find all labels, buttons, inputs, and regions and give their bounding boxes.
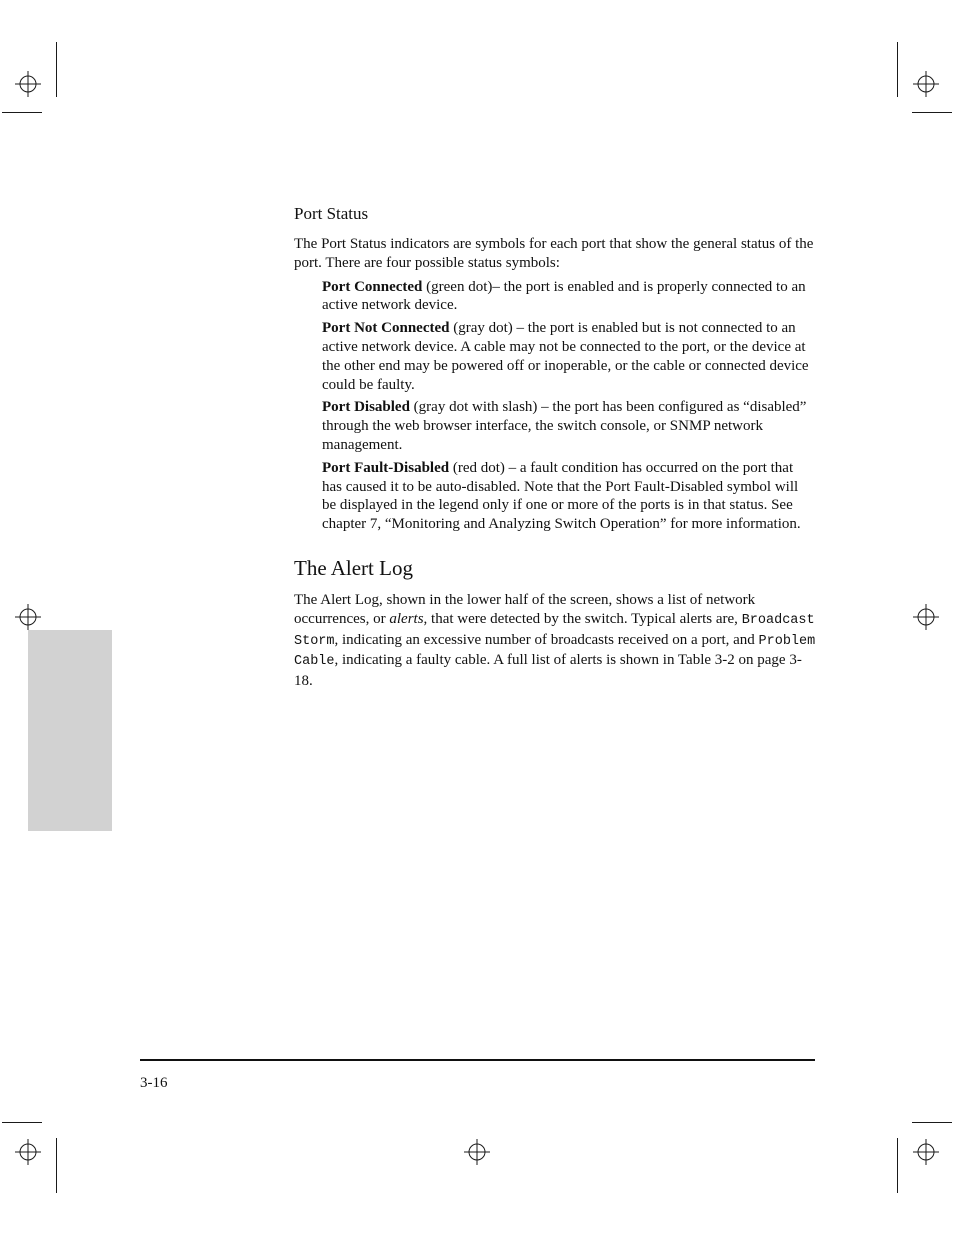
status-description: (green dot)– the port is enabled and is properly connected to an active network device. (322, 278, 806, 314)
section-heading-port-status: Port Status (294, 204, 369, 223)
status-description: (gray dot with slash) – the port has been configured as “disabled” through the web browser interface, the switch console, or SNMP network management. (322, 399, 807, 453)
status-term: Port Disabled (322, 399, 410, 416)
status-description: (red dot) – a fault condition has occurred on the port that has caused it to be auto-disabled. Note that the Port Fault-Disabled symbol will be displayed in the legend only if one or more of the ports is in that status. See chapter 7, “Monitoring and Analyzing Switch Operation” for more information. (322, 459, 801, 533)
status-description: (gray dot) – the port is enabled but is not connected to an active network device. A cable may not be connected to the port, or the device at the other end may be powered off or inoperable, or the cable or connected device could be faulty. (322, 320, 809, 393)
status-item-port-disabled (322, 398, 816, 454)
section-heading-alert-log: The Alert Log (294, 555, 413, 580)
status-term: Port Not Connected (322, 320, 450, 337)
crop-mark (2, 1122, 42, 1123)
emphasis-alerts: alerts (389, 610, 424, 627)
text-run: The Alert Log, shown in the lower half of the screen, shows a list of network occurrences, or (294, 591, 756, 627)
crop-mark (912, 1122, 952, 1123)
registration-mark-icon (15, 71, 41, 97)
registration-mark-icon (15, 1139, 41, 1165)
status-item-port-not-connected (322, 319, 816, 394)
crop-mark (2, 112, 42, 113)
intro-paragraph: The Port Status indicators are symbols for each port that show the general status of the port. There are four possible status symbols: (294, 236, 814, 271)
text-run: , indicating a faulty cable. A full list of alerts is shown in Table 3-2 on page 3-18. (294, 652, 802, 690)
status-term: Port Fault-Disabled (322, 459, 450, 476)
status-term: Port Connected (322, 278, 423, 295)
code-problem-cable: Problem Cable (294, 633, 816, 670)
crop-mark (56, 1138, 57, 1193)
crop-mark (897, 42, 898, 97)
registration-mark-icon (15, 604, 41, 630)
status-item-port-fault-disabled (322, 459, 816, 534)
alert-log-paragraph (294, 591, 816, 691)
registration-mark-icon (913, 604, 939, 630)
crop-mark (56, 42, 57, 97)
crop-mark (897, 1138, 898, 1193)
text-run: , that were detected by the switch. Typical alerts are, (423, 610, 742, 627)
page-number: 3-16 (140, 1075, 168, 1091)
footer-rule (140, 1059, 815, 1061)
crop-mark (912, 112, 952, 113)
registration-mark-icon (913, 71, 939, 97)
code-broadcast-storm: Broadcast Storm (294, 612, 815, 649)
registration-mark-icon (913, 1139, 939, 1165)
status-item-port-connected (322, 278, 816, 316)
text-run: , indicating an excessive number of broadcasts received on a port, and (334, 631, 759, 648)
chapter-side-tab (28, 630, 112, 831)
page-content (294, 203, 816, 691)
registration-mark-icon (464, 1139, 490, 1165)
